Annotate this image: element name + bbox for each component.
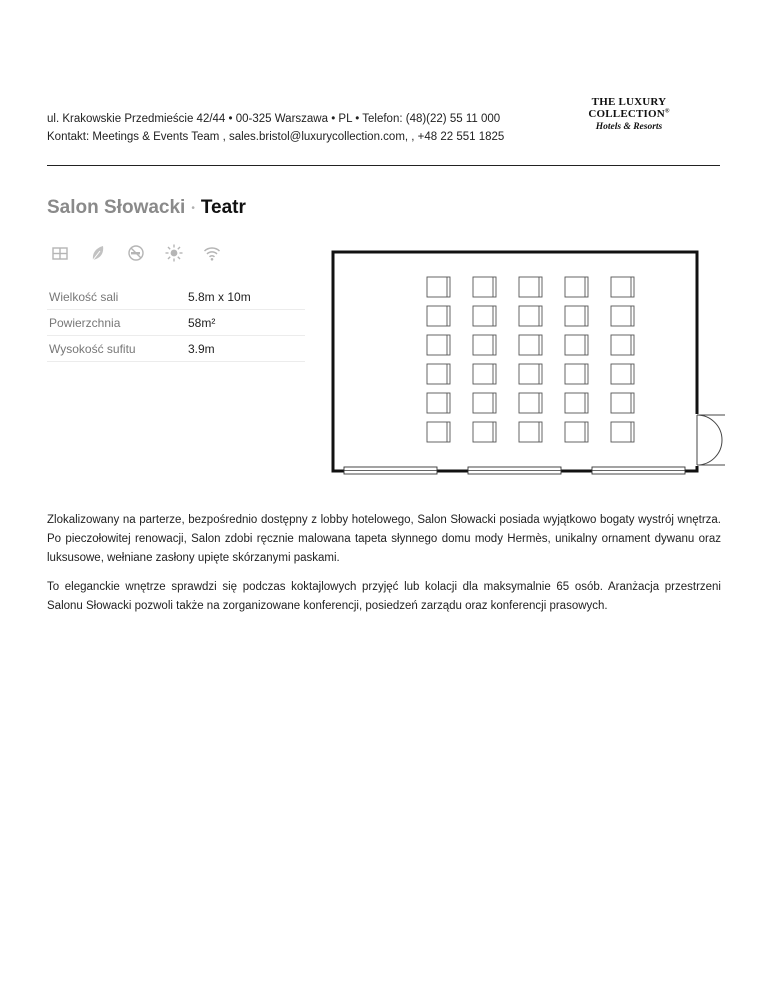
- seat: [427, 422, 450, 442]
- daylight-icon: [164, 243, 184, 263]
- seat: [519, 306, 542, 326]
- seat: [427, 364, 450, 384]
- seat: [611, 422, 634, 442]
- spec-row-size: [47, 284, 305, 310]
- description-paragraph: Zlokalizowany na parterze, bezpośrednio dostępny z lobby hotelowego, Salon Słowacki posiada wyjątkowo bogaty wystrój wnętrza. Po pieczołowitej renowacji, Salon zdobi ręcznie malowana tapeta słynnego domu mody Hermès, unikalny ornament dywanu oraz luksusowe, wełniane zasłony upięte skórzanymi paskami.: [47, 514, 721, 564]
- seat: [519, 364, 542, 384]
- spec-row-area: [47, 310, 305, 336]
- logo-subtitle: Hotels & Resorts: [595, 122, 663, 132]
- seat: [611, 364, 634, 384]
- seat: [611, 393, 634, 413]
- floor-plan-icon: [50, 243, 70, 263]
- title-separator: •: [191, 203, 195, 214]
- leaf-icon: [88, 243, 108, 263]
- room-name: Salon Słowacki: [47, 197, 186, 218]
- layout-name: Teatr: [200, 197, 246, 218]
- seat: [427, 277, 450, 297]
- seat: [473, 393, 496, 413]
- floor-plan-drawing: [330, 245, 728, 477]
- description-paragraph: To eleganckie wnętrze sprawdzi się podczas koktajlowych przyjęć lub kolacji dla maksymalnie 65 osób. Aranżacja przestrzeni Salonu Słowacki pozwoli także na zorganizowane konferencji, posiedzeń zarządu oraz konferencji prasowych.: [47, 581, 721, 612]
- address-line: ul. Krakowskie Przedmieście 42/44 • 00-325 Warszawa • PL • Telefon: (48)(22) 55 11 000: [47, 113, 501, 125]
- seat: [473, 277, 496, 297]
- seat: [473, 364, 496, 384]
- spec-row-height: [47, 336, 305, 362]
- floor-plan: [330, 245, 728, 482]
- window: [468, 467, 561, 474]
- seat: [473, 306, 496, 326]
- seat: [427, 306, 450, 326]
- page-title: [47, 197, 246, 219]
- seat: [519, 335, 542, 355]
- seat: [565, 306, 588, 326]
- logo-mark: ®: [664, 108, 670, 115]
- seat: [611, 277, 634, 297]
- spec-label: Wysokość sufitu: [47, 336, 188, 362]
- seat: [565, 422, 588, 442]
- logo-title: THE LUXURY COLLECTION: [588, 96, 667, 120]
- spec-label: Powierzchnia: [47, 310, 188, 336]
- seat: [611, 335, 634, 355]
- room-specs: [47, 284, 305, 362]
- contact-line: Kontakt: Meetings & Events Team , sales.bristol@luxurycollection.com, , +48 22 551 1825: [47, 131, 505, 143]
- wifi-icon: [202, 243, 222, 263]
- window: [592, 467, 685, 474]
- contact-block: [47, 110, 504, 146]
- header-divider: [47, 165, 720, 166]
- seat: [519, 393, 542, 413]
- seat: [427, 393, 450, 413]
- window: [344, 467, 437, 474]
- amenity-icons: [50, 243, 222, 263]
- room-walls: [333, 252, 697, 471]
- seat: [519, 422, 542, 442]
- room-description: [47, 511, 721, 626]
- seat: [473, 335, 496, 355]
- seat: [565, 393, 588, 413]
- seats: [427, 277, 634, 442]
- spec-label: Wielkość sali: [47, 284, 188, 310]
- spec-value: 5.8m x 10m: [188, 284, 305, 310]
- windows: [344, 467, 685, 474]
- brand-logo: [553, 96, 705, 132]
- seat: [473, 422, 496, 442]
- spec-value: 58m²: [188, 310, 305, 336]
- no-smoking-icon: [126, 243, 146, 263]
- seat: [565, 335, 588, 355]
- seat: [565, 277, 588, 297]
- seat: [519, 277, 542, 297]
- seat: [611, 306, 634, 326]
- double-door: [694, 414, 725, 466]
- seat: [565, 364, 588, 384]
- seat: [427, 335, 450, 355]
- spec-value: 3.9m: [188, 336, 305, 362]
